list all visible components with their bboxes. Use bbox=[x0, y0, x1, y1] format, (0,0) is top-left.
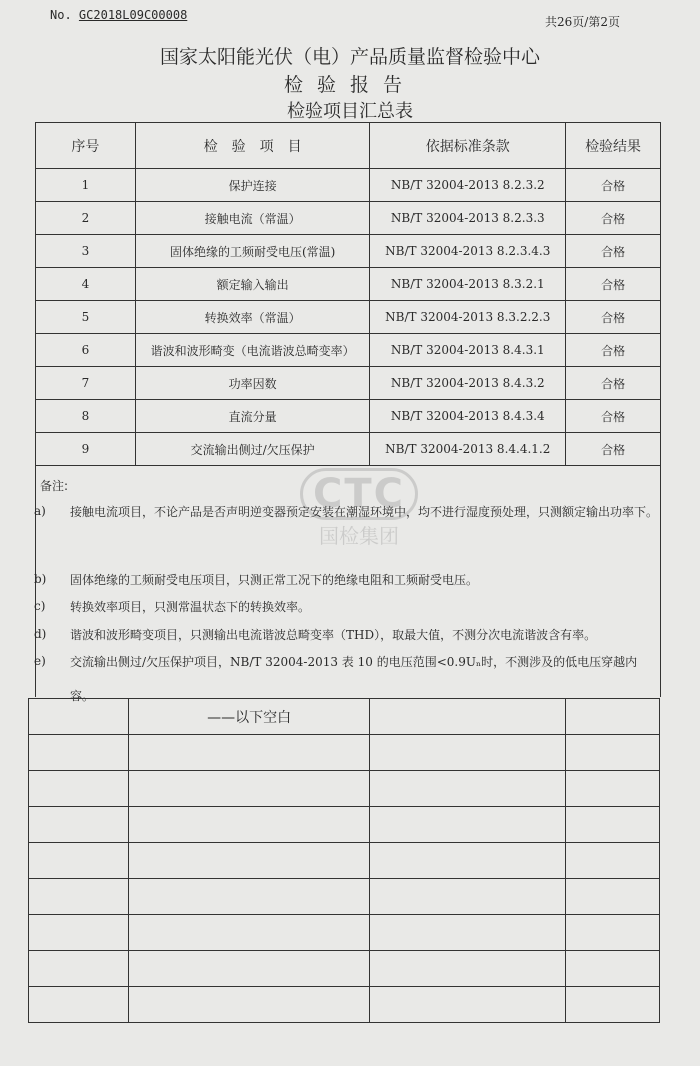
row-no: 7 bbox=[36, 367, 136, 400]
blank-cell bbox=[128, 987, 370, 1023]
row-clause: NB/T 32004-2013 8.4.3.4 bbox=[370, 400, 566, 433]
col-header-clause: 依据标准条款 bbox=[370, 123, 566, 169]
notes-label: 备注: bbox=[40, 479, 69, 493]
note-key: a) bbox=[34, 504, 46, 518]
org-title: 国家太阳能光伏（电）产品质量监督检验中心 bbox=[159, 46, 540, 68]
blank-cell bbox=[566, 879, 660, 915]
blank-cell bbox=[29, 771, 129, 807]
blank-row bbox=[29, 879, 660, 915]
table-title: 检验项目汇总表 bbox=[287, 101, 413, 122]
row-no: 1 bbox=[36, 169, 136, 202]
row-result: 合格 bbox=[566, 301, 661, 334]
row-result: 合格 bbox=[566, 334, 661, 367]
table-row bbox=[36, 202, 661, 235]
row-result: 合格 bbox=[566, 169, 661, 202]
row-no: 5 bbox=[36, 301, 136, 334]
row-no: 4 bbox=[36, 268, 136, 301]
row-clause: NB/T 32004-2013 8.2.3.3 bbox=[370, 202, 566, 235]
col-header-no: 序号 bbox=[36, 123, 136, 169]
note-text: 交流输出侧过/欠压保护项目，NB/T 32004-2013 表 10 的电压范围<0.9Uₙ时，不测涉及的低电压穿越内容。 bbox=[70, 655, 638, 703]
blank-cell bbox=[370, 771, 566, 807]
report-number-label: No. bbox=[50, 8, 72, 22]
blank-cell bbox=[370, 879, 566, 915]
blank-cell bbox=[566, 807, 660, 843]
row-item: 谐波和波形畸变（电流谐波总畸变率） bbox=[135, 334, 370, 367]
row-clause: NB/T 32004-2013 8.3.2.1 bbox=[370, 268, 566, 301]
report-number-value: GC2018L09C00008 bbox=[78, 8, 188, 22]
blank-cell bbox=[29, 915, 129, 951]
row-clause: NB/T 32004-2013 8.2.3.4.3 bbox=[370, 235, 566, 268]
note-key: d) bbox=[34, 627, 47, 641]
report-number bbox=[50, 8, 187, 22]
row-item: 额定输入输出 bbox=[135, 268, 370, 301]
blank-row bbox=[29, 951, 660, 987]
blank-cell bbox=[29, 807, 129, 843]
blank-cell bbox=[370, 915, 566, 951]
table-row bbox=[36, 367, 661, 400]
row-item: 功率因数 bbox=[135, 367, 370, 400]
watermark-ctc: CTC bbox=[300, 468, 418, 520]
blank-row bbox=[29, 771, 660, 807]
row-item: 交流输出侧过/欠压保护 bbox=[135, 433, 370, 466]
row-clause: NB/T 32004-2013 8.4.3.1 bbox=[370, 334, 566, 367]
blank-cell bbox=[566, 699, 660, 735]
blank-cell bbox=[566, 987, 660, 1023]
blank-cell bbox=[566, 843, 660, 879]
blank-cell bbox=[29, 735, 129, 771]
blank-cell bbox=[128, 879, 370, 915]
blank-cell bbox=[29, 699, 129, 735]
row-no: 2 bbox=[36, 202, 136, 235]
blank-cell bbox=[29, 879, 129, 915]
blank-cell bbox=[128, 951, 370, 987]
row-item: 直流分量 bbox=[135, 400, 370, 433]
table-row bbox=[36, 433, 661, 466]
row-clause: NB/T 32004-2013 8.4.3.2 bbox=[370, 367, 566, 400]
blank-row bbox=[29, 915, 660, 951]
note-key: e) bbox=[34, 654, 46, 668]
row-result: 合格 bbox=[566, 433, 661, 466]
note-text: 接触电流项目，不论产品是否声明逆变器预定安装在潮湿环境中，均不进行湿度预处理，只测额定输出功率下。 bbox=[70, 505, 659, 519]
notes-section bbox=[34, 465, 661, 703]
col-header-item: 检 验 项 目 bbox=[135, 123, 370, 169]
row-clause: NB/T 32004-2013 8.3.2.2.3 bbox=[370, 301, 566, 334]
blank-cell bbox=[566, 951, 660, 987]
blank-cell bbox=[370, 699, 566, 735]
blank-cell bbox=[370, 951, 566, 987]
blank-cell bbox=[128, 843, 370, 879]
blank-row bbox=[29, 735, 660, 771]
blank-cell bbox=[566, 915, 660, 951]
blank-cell bbox=[128, 735, 370, 771]
watermark-text: 国检集团 bbox=[319, 524, 399, 548]
blank-row bbox=[29, 843, 660, 879]
blank-cell bbox=[128, 915, 370, 951]
note-key: c) bbox=[34, 599, 46, 613]
blank-cell bbox=[29, 843, 129, 879]
row-no: 6 bbox=[36, 334, 136, 367]
report-title: 检验报告 bbox=[283, 74, 416, 96]
row-result: 合格 bbox=[566, 268, 661, 301]
blank-table bbox=[28, 698, 660, 1023]
blank-row bbox=[29, 699, 660, 735]
page-info: 共26页/第2页 bbox=[545, 15, 620, 29]
row-item: 转换效率（常温） bbox=[135, 301, 370, 334]
row-result: 合格 bbox=[566, 202, 661, 235]
row-no: 9 bbox=[36, 433, 136, 466]
blank-note: ——以下空白 bbox=[128, 699, 370, 735]
row-clause: NB/T 32004-2013 8.4.4.1.2 bbox=[370, 433, 566, 466]
note-text: 转换效率项目，只测常温状态下的转换效率。 bbox=[70, 600, 311, 614]
table-header bbox=[36, 123, 661, 169]
blank-row bbox=[29, 987, 660, 1023]
table-row bbox=[36, 400, 661, 433]
blank-cell bbox=[29, 987, 129, 1023]
blank-cell bbox=[370, 735, 566, 771]
blank-cell bbox=[128, 771, 370, 807]
row-result: 合格 bbox=[566, 367, 661, 400]
blank-cell bbox=[29, 951, 129, 987]
note-key: b) bbox=[34, 572, 47, 586]
row-result: 合格 bbox=[566, 400, 661, 433]
table-row bbox=[36, 235, 661, 268]
blank-cell bbox=[566, 771, 660, 807]
blank-cell bbox=[128, 807, 370, 843]
blank-row bbox=[29, 807, 660, 843]
row-item: 固体绝缘的工频耐受电压(常温) bbox=[135, 235, 370, 268]
col-header-result: 检验结果 bbox=[566, 123, 661, 169]
row-item: 保护连接 bbox=[135, 169, 370, 202]
table-row bbox=[36, 268, 661, 301]
row-clause: NB/T 32004-2013 8.2.3.2 bbox=[370, 169, 566, 202]
blank-cell bbox=[370, 987, 566, 1023]
table-row bbox=[36, 334, 661, 367]
row-no: 8 bbox=[36, 400, 136, 433]
row-item: 接触电流（常温） bbox=[135, 202, 370, 235]
note-text: 固体绝缘的工频耐受电压项目，只测正常工况下的绝缘电阻和工频耐受电压。 bbox=[70, 573, 479, 587]
blank-cell bbox=[566, 735, 660, 771]
row-result: 合格 bbox=[566, 235, 661, 268]
inspection-summary-table bbox=[35, 122, 661, 466]
table-row bbox=[36, 301, 661, 334]
note-text: 谐波和波形畸变项目，只测输出电流谐波总畸变率（THD），取最大值，不测分次电流谐波含有率。 bbox=[70, 628, 597, 642]
blank-cell bbox=[370, 807, 566, 843]
row-no: 3 bbox=[36, 235, 136, 268]
blank-cell bbox=[370, 843, 566, 879]
table-row bbox=[36, 169, 661, 202]
